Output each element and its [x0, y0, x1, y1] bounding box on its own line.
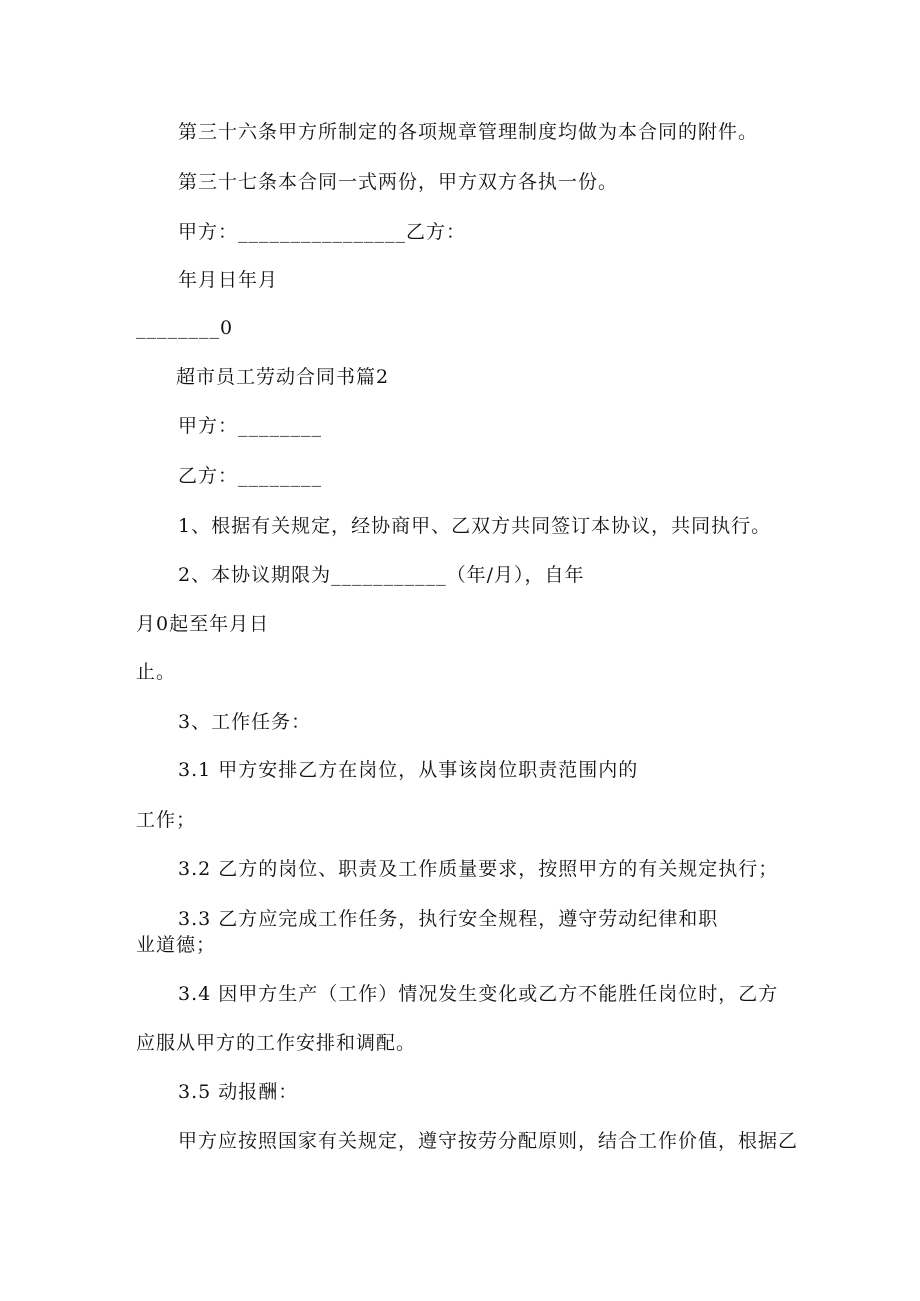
clause-2: 2、本协议期限为___________（年/月），自年: [178, 564, 585, 586]
clause-3-2: 3.2 乙方的岗位、职责及工作质量要求，按照甲方的有关规定执行；: [178, 858, 779, 880]
clause-3-1: 3.1 甲方安排乙方在岗位，从事该岗位职责范围内的: [178, 759, 639, 781]
signature-line: 甲方：________________乙方：: [178, 221, 467, 243]
clause-3-3: 3.3 乙方应完成工作任务，执行安全规程，遵守劳动纪律和职: [178, 908, 719, 930]
clause-1: 1、根据有关规定，经协商甲、乙双方共同签订本协议，共同执行。: [178, 515, 772, 537]
clause-3-3-continued: 业道德；: [136, 934, 217, 956]
article-36: 第三十六条甲方所制定的各项规章管理制度均做为本合同的附件。: [178, 121, 759, 143]
clause-3-1-continued: 工作；: [136, 809, 197, 831]
party-b-line: 乙方：________: [178, 465, 323, 487]
section-title: 超市员工劳动合同书篇2: [176, 366, 390, 388]
clause-3-4-continued: 应服从甲方的工作安排和调配。: [136, 1032, 417, 1054]
party-a-line: 甲方：________: [178, 415, 323, 437]
clause-3-4: 3.4 因甲方生产（工作）情况发生变化或乙方不能胜任岗位时，乙方: [178, 983, 779, 1005]
clause-2-end: 止。: [136, 661, 177, 683]
clause-3-5: 3.5 动报酬：: [178, 1081, 299, 1103]
date-line: 年月日年月: [178, 269, 279, 291]
article-37: 第三十七条本合同一式两份，甲方双方各执一份。: [178, 171, 619, 193]
clause-3-heading: 3、工作任务：: [178, 711, 312, 733]
clause-2-continued: 月0起至年月日: [136, 613, 270, 635]
blank-zero-line: ________0: [136, 317, 234, 339]
remuneration-paragraph: 甲方应按照国家有关规定，遵守按劳分配原则，结合工作价值，根据乙: [178, 1130, 799, 1152]
